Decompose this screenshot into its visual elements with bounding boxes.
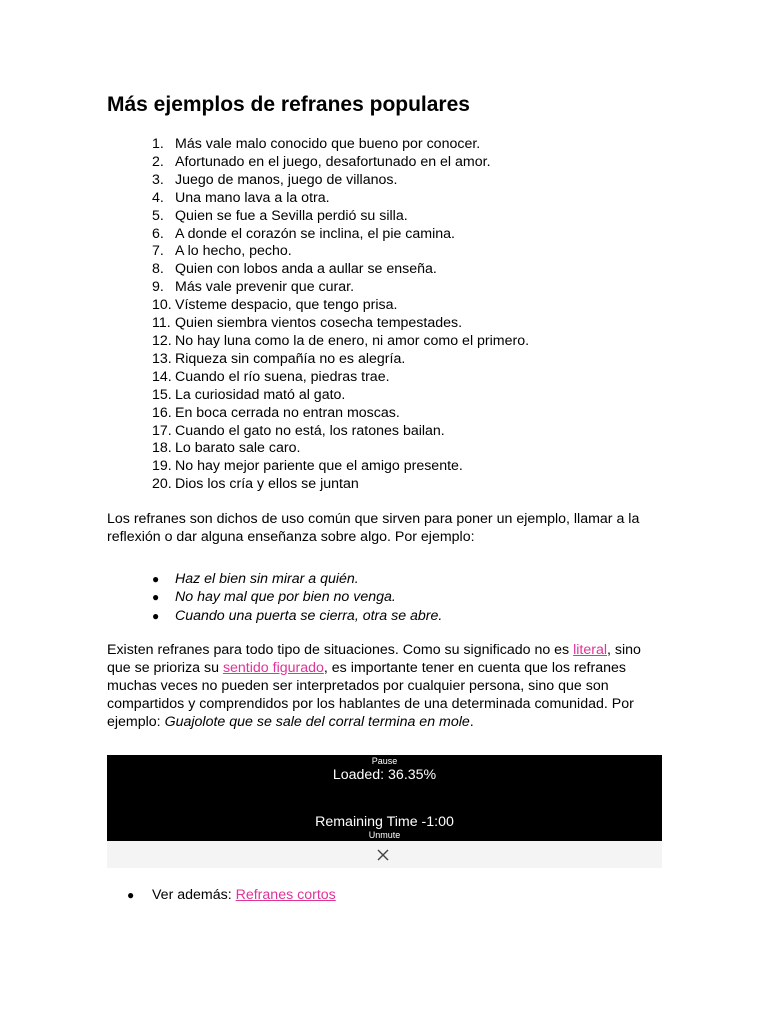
example-text: No hay mal que por bien no venga. <box>175 589 396 606</box>
refranes-list <box>152 136 529 494</box>
see-also-item <box>127 886 336 904</box>
list-number: 8. <box>152 261 164 278</box>
refran-text: En boca cerrada no entran moscas. <box>175 404 400 421</box>
page-title: Más ejemplos de refranes populares <box>107 93 470 116</box>
list-number: 5. <box>152 207 164 224</box>
refran-text: Una mano lava a la otra. <box>175 189 330 206</box>
refran-text: A donde el corazón se inclina, el pie camina. <box>175 225 455 242</box>
list-number: 1. <box>152 136 164 152</box>
list-number: 20. <box>152 476 172 493</box>
video-close-bar <box>107 841 662 868</box>
list-item <box>152 154 529 172</box>
list-item <box>152 351 529 369</box>
video-player[interactable] <box>107 755 662 841</box>
list-number: 12. <box>152 332 172 349</box>
pause-button[interactable]: Pause <box>371 756 398 766</box>
list-item <box>152 136 529 154</box>
list-item <box>152 261 529 279</box>
bullet-icon: ● <box>127 888 135 902</box>
intro-paragraph: Los refranes son dichos de uso común que sirven para poner un ejemplo, llamar a la reflexión o dar alguna enseñanza sobre algo. Por ejemplo: <box>107 511 640 545</box>
list-item <box>152 387 529 405</box>
list-number: 16. <box>152 404 172 421</box>
paragraph-text: , es importante tener en cuenta que los refranes muchas veces no pueden ser interpretados por cualquier persona, sino que son compartidos y comprendidos por los hablantes de una determinada comunidad. Por ejemplo: <box>107 659 634 730</box>
refran-text: A lo hecho, pecho. <box>175 243 292 260</box>
refran-text: Más vale prevenir que curar. <box>175 279 355 296</box>
list-number: 7. <box>152 243 164 260</box>
list-item <box>152 369 529 387</box>
paragraph-text: Existen refranes para todo tipo de situaciones. Como su significado no es <box>107 642 574 658</box>
bullet-icon: ● <box>152 608 160 623</box>
list-item <box>152 208 529 226</box>
list-number: 3. <box>152 171 164 188</box>
refran-text: Quien siembra vientos cosecha tempestades. <box>175 315 463 332</box>
refran-text: Cuando el río suena, piedras trae. <box>175 368 390 385</box>
list-item <box>152 297 529 315</box>
list-item <box>152 279 529 297</box>
refran-text: Riqueza sin compañía no es alegría. <box>175 350 406 367</box>
list-item <box>152 405 529 423</box>
list-number: 14. <box>152 368 172 385</box>
refranes-cortos-link[interactable]: Refranes cortos <box>235 887 336 903</box>
list-item <box>152 190 529 208</box>
list-item <box>152 440 529 458</box>
see-also-label: Ver además: <box>152 887 232 903</box>
list-number: 17. <box>152 422 172 439</box>
refran-text: Lo barato sale caro. <box>175 440 301 457</box>
list-number: 19. <box>152 458 172 475</box>
list-number: 2. <box>152 153 164 170</box>
list-item <box>152 226 529 244</box>
list-number: 13. <box>152 350 172 367</box>
list-item <box>152 172 529 190</box>
example-text: Haz el bien sin mirar a quién. <box>175 571 359 587</box>
bullet-icon: ● <box>152 590 160 605</box>
list-item <box>152 476 529 494</box>
refran-text: Cuando el gato no está, los ratones bailan. <box>175 422 445 439</box>
sentido-figurado-link[interactable]: sentido figurado <box>222 659 324 676</box>
explanation-paragraph <box>107 642 662 732</box>
refran-text: Más vale malo conocido que bueno por conocer. <box>175 136 481 152</box>
paragraph-text: , sino que se prioriza su <box>107 642 641 676</box>
examples-list <box>152 570 442 625</box>
list-number: 18. <box>152 440 172 457</box>
list-item <box>152 243 529 261</box>
close-icon[interactable] <box>376 848 390 862</box>
loaded-status: Loaded: 36.35% <box>332 767 437 783</box>
list-number: 9. <box>152 279 164 296</box>
list-number: 11. <box>152 315 171 332</box>
refran-text: Juego de manos, juego de villanos. <box>175 171 398 188</box>
bullet-icon: ● <box>152 572 160 586</box>
remaining-time: Remaining Time -1:00 <box>315 814 454 830</box>
refran-text: Dios los cría y ellos se juntan <box>175 476 359 493</box>
refran-text: Quien con lobos anda a aullar se enseña. <box>175 261 437 278</box>
refran-text: No hay mejor pariente que el amigo presente. <box>175 458 463 475</box>
list-item <box>152 570 442 588</box>
list-item <box>152 333 529 351</box>
list-item <box>152 423 529 441</box>
list-number: 4. <box>152 189 164 206</box>
refran-text: Vísteme despacio, que tengo prisa. <box>175 297 398 314</box>
literal-link[interactable]: literal <box>573 642 607 658</box>
refran-text: No hay luna como la de enero, ni amor como el primero. <box>175 332 530 349</box>
list-item <box>152 588 442 606</box>
list-number: 15. <box>152 386 172 403</box>
paragraph-text: . <box>469 713 474 730</box>
example-text: Cuando una puerta se cierra, otra se abre. <box>175 607 443 624</box>
list-item <box>152 458 529 476</box>
list-item <box>152 607 442 625</box>
refran-text: Afortunado en el juego, desafortunado en el amor. <box>175 153 491 170</box>
list-item <box>152 315 529 333</box>
refran-text: La curiosidad mató al gato. <box>175 386 346 403</box>
list-number: 6. <box>152 225 164 242</box>
list-number: 10. <box>152 297 172 314</box>
refran-text: Quien se fue a Sevilla perdió su silla. <box>175 207 408 224</box>
example-refran: Guajolote que se sale del corral termina en mole <box>164 713 470 730</box>
unmute-button[interactable]: Unmute <box>368 830 401 840</box>
